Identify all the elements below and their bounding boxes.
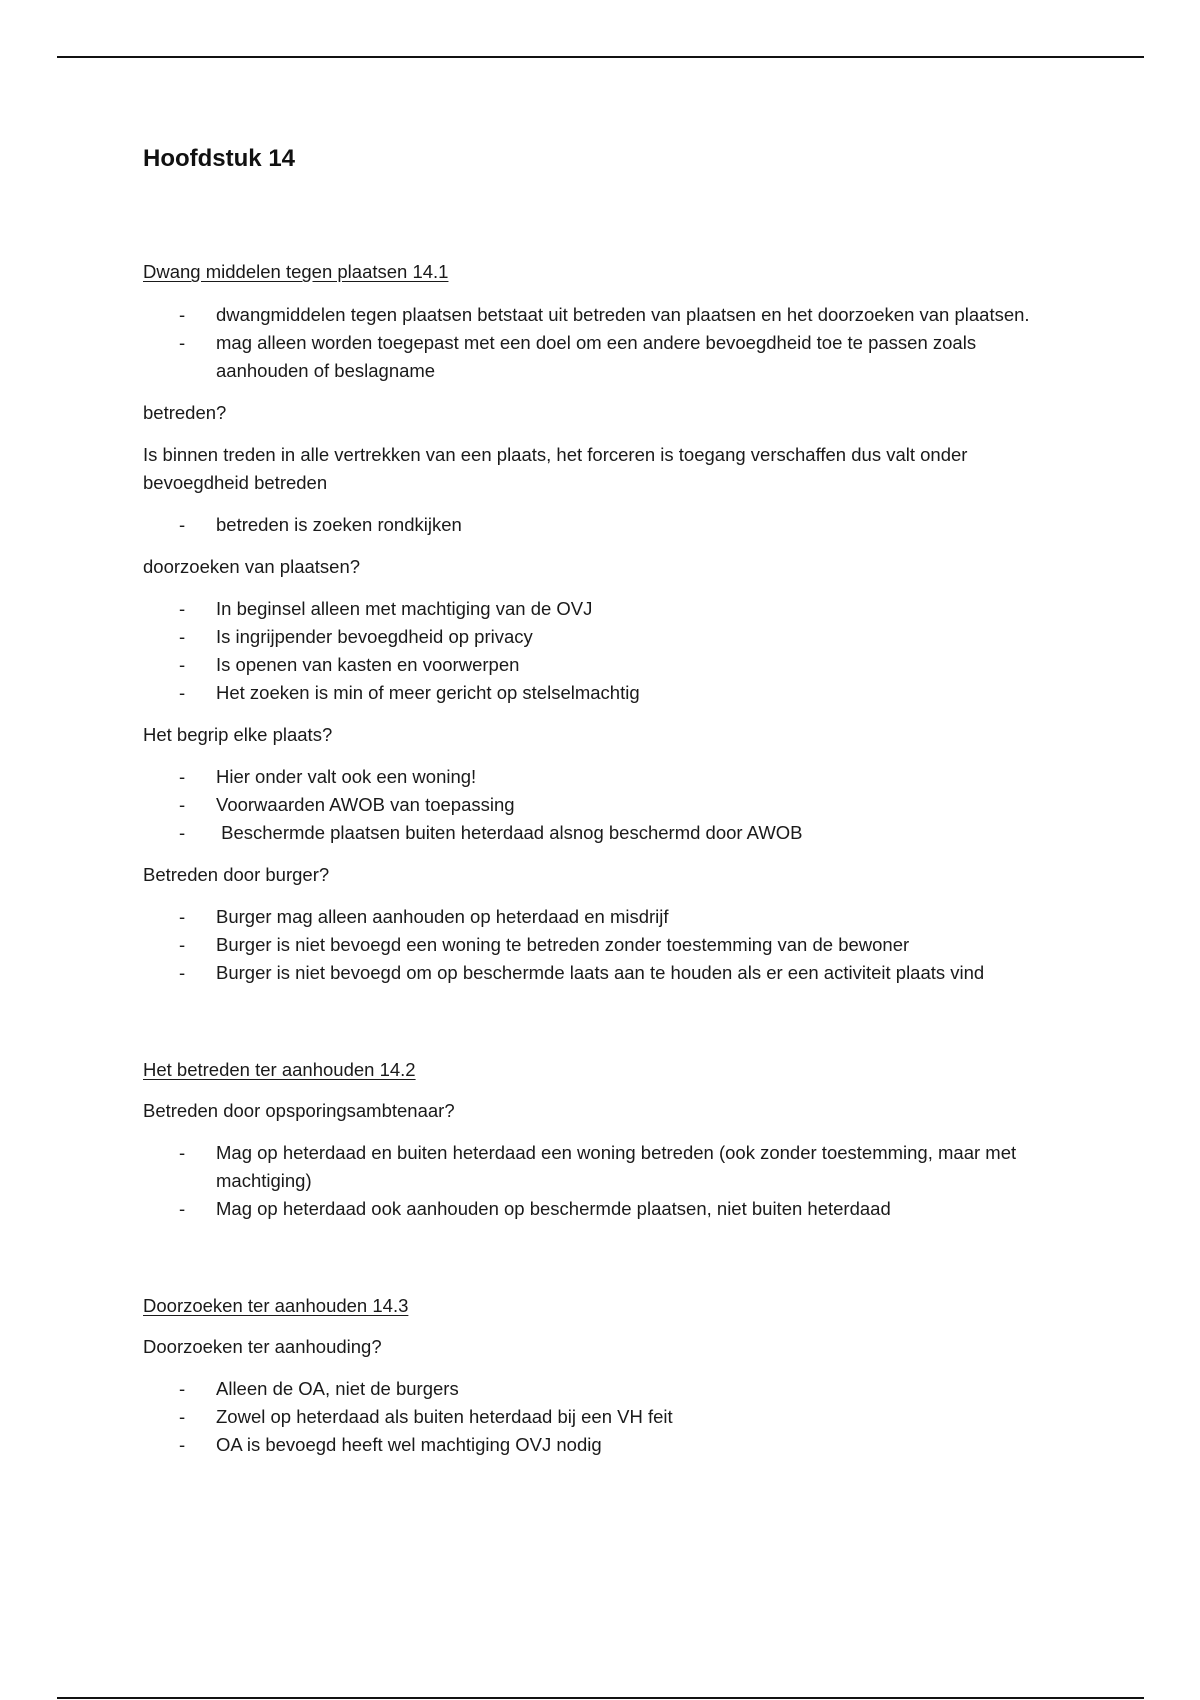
header-rule bbox=[57, 56, 1144, 58]
bullet-dash: - bbox=[179, 794, 186, 815]
section-14-1 bbox=[143, 259, 1063, 987]
bullet-dash: - bbox=[179, 822, 186, 843]
section-title: Dwang middelen tegen plaatsen 14.1 bbox=[143, 261, 449, 282]
bullet-list bbox=[143, 1375, 1063, 1459]
list-item: - Voorwaarden AWOB van toepassing bbox=[143, 791, 1063, 819]
bullet-dash: - bbox=[179, 332, 186, 353]
section-title: Het betreden ter aanhouden 14.2 bbox=[143, 1059, 416, 1080]
list-item: - Mag op heterdaad ook aanhouden op beschermde plaatsen, niet buiten heterdaad bbox=[143, 1195, 1063, 1223]
list-item: - Is ingrijpender bevoegdheid op privacy bbox=[143, 623, 1063, 651]
bullet-list bbox=[143, 1139, 1063, 1223]
bullet-dash: - bbox=[179, 1378, 186, 1399]
list-item: - In beginsel alleen met machtiging van de OVJ bbox=[143, 595, 1063, 623]
bullet-dash: - bbox=[179, 1434, 186, 1455]
bullet-list bbox=[143, 511, 1063, 539]
list-item: - Het zoeken is min of meer gericht op stelselmachtig bbox=[143, 679, 1063, 707]
bullet-dash: - bbox=[179, 1406, 186, 1427]
list-item: - dwangmiddelen tegen plaatsen betstaat uit betreden van plaatsen en het doorzoeken van plaatsen. bbox=[143, 301, 1063, 329]
bullet-dash: - bbox=[179, 654, 186, 675]
list-item: - Mag op heterdaad en buiten heterdaad een woning betreden (ook zonder toestemming, maar met machtiging) bbox=[143, 1139, 1063, 1195]
list-item: - OA is bevoegd heeft wel machtiging OVJ nodig bbox=[143, 1431, 1063, 1459]
bullet-dash: - bbox=[179, 626, 186, 647]
list-item: - Burger is niet bevoegd een woning te betreden zonder toestemming van de bewoner bbox=[143, 931, 1063, 959]
question-heading: Betreden door burger? bbox=[143, 864, 330, 885]
list-item: - mag alleen worden toegepast met een doel om een andere bevoegdheid toe te passen zoals aanhouden of beslagname bbox=[143, 329, 1063, 385]
bullet-list bbox=[143, 763, 1063, 847]
list-item: - Burger is niet bevoegd om op beschermde laats aan te houden als er een activiteit plaats vind bbox=[143, 959, 1063, 987]
document-body bbox=[143, 141, 1063, 1459]
list-item: - Is openen van kasten en voorwerpen bbox=[143, 651, 1063, 679]
bullet-dash: - bbox=[179, 304, 186, 325]
section-14-3 bbox=[143, 1293, 1063, 1459]
paragraph: Is binnen treden in alle vertrekken van een plaats, het forceren is toegang verschaffen dus valt onder bevoegdheid betreden bbox=[143, 444, 968, 493]
bullet-dash: - bbox=[179, 766, 186, 787]
bullet-dash: - bbox=[179, 934, 186, 955]
question-heading: Het begrip elke plaats? bbox=[143, 724, 333, 745]
bullet-list bbox=[143, 301, 1063, 385]
question-heading: Betreden door opsporingsambtenaar? bbox=[143, 1100, 455, 1121]
question-heading: betreden? bbox=[143, 402, 227, 423]
bullet-dash: - bbox=[179, 962, 186, 983]
chapter-title: Hoofdstuk 14 bbox=[143, 145, 296, 172]
section-title: Doorzoeken ter aanhouden 14.3 bbox=[143, 1295, 409, 1316]
list-item: - Hier onder valt ook een woning! bbox=[143, 763, 1063, 791]
bullet-dash: - bbox=[179, 1198, 186, 1219]
bullet-list bbox=[143, 903, 1063, 987]
bullet-dash: - bbox=[179, 514, 186, 535]
list-item: - Alleen de OA, niet de burgers bbox=[143, 1375, 1063, 1403]
bullet-dash: - bbox=[179, 906, 186, 927]
bullet-dash: - bbox=[179, 1142, 186, 1163]
list-item: - betreden is zoeken rondkijken bbox=[143, 511, 1063, 539]
footer-rule bbox=[57, 1697, 1144, 1699]
question-heading: Doorzoeken ter aanhouding? bbox=[143, 1336, 382, 1357]
bullet-list bbox=[143, 595, 1063, 707]
bullet-dash: - bbox=[179, 598, 186, 619]
list-item: - Burger mag alleen aanhouden op heterdaad en misdrijf bbox=[143, 903, 1063, 931]
list-item: - Zowel op heterdaad als buiten heterdaad bij een VH feit bbox=[143, 1403, 1063, 1431]
question-heading: doorzoeken van plaatsen? bbox=[143, 556, 361, 577]
bullet-dash: - bbox=[179, 682, 186, 703]
list-item: - Beschermde plaatsen buiten heterdaad alsnog beschermd door AWOB bbox=[143, 819, 1063, 847]
section-14-2 bbox=[143, 1057, 1063, 1223]
